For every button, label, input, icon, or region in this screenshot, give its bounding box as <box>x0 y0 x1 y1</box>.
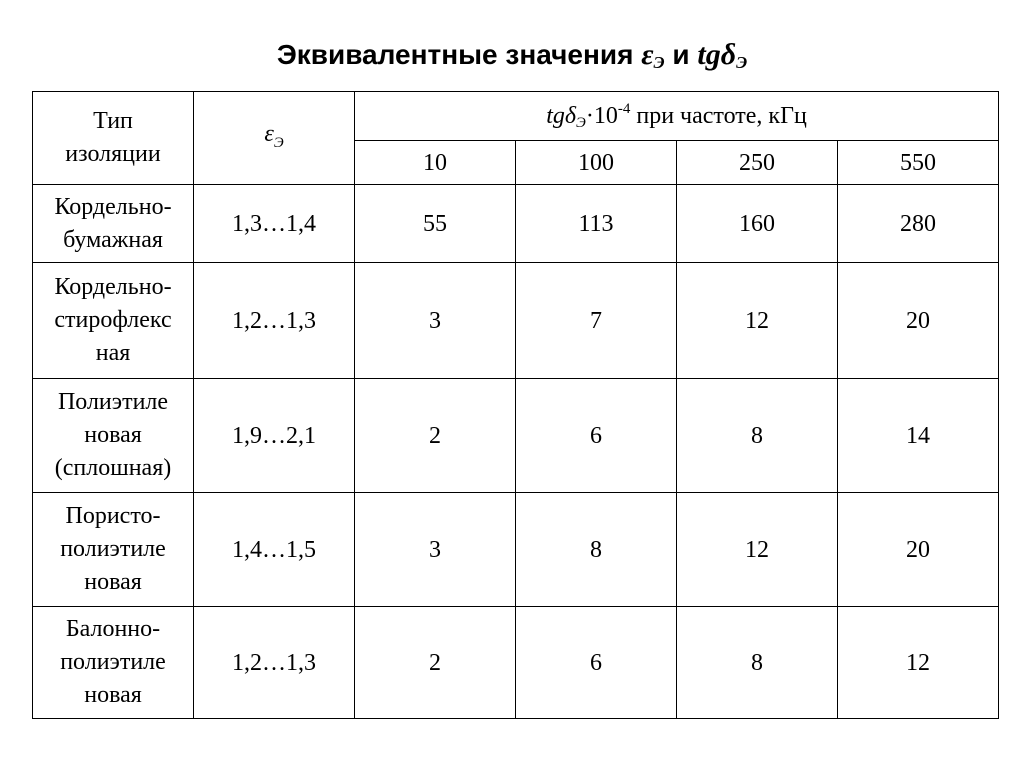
cell-tg-value: 8 <box>677 379 838 493</box>
table-row <box>33 379 999 493</box>
cell-tg-value: 6 <box>516 607 677 719</box>
cell-insulation-type: Балонно- полиэтиле новая <box>33 607 194 719</box>
cell-tg-value: 280 <box>838 185 999 263</box>
title-epsilon: $\varepsilon_Э$ <box>641 38 665 72</box>
title-text: Эквивалентные значения <box>276 39 634 70</box>
cell-insulation-type: Кордельно- бумажная <box>33 185 194 263</box>
cell-epsilon: 1,4…1,5 <box>194 493 355 607</box>
cell-epsilon: 1,3…1,4 <box>194 185 355 263</box>
cell-tg-value: 14 <box>838 379 999 493</box>
title-tg: tgδ$_Э$ <box>697 38 748 72</box>
cell-insulation-type: Пористо- полиэтиле новая <box>33 493 194 607</box>
cell-tg-value: 2 <box>355 379 516 493</box>
table-row <box>33 263 999 379</box>
cell-tg-value: 12 <box>838 607 999 719</box>
cell-epsilon: 1,9…2,1 <box>194 379 355 493</box>
insulation-table <box>32 91 999 719</box>
cell-tg-value: 12 <box>677 263 838 379</box>
page-title <box>0 38 1024 73</box>
cell-tg-value: 20 <box>838 493 999 607</box>
table-row <box>33 493 999 607</box>
header-tg-frequency: $tg\delta_Э\cdot 10^{-4}$ при частоте, кГц <box>355 92 999 141</box>
header-frequency: 250 <box>677 141 838 185</box>
header-epsilon: $\varepsilon_Э$ <box>194 92 355 185</box>
table-row <box>33 607 999 719</box>
cell-tg-value: 8 <box>677 607 838 719</box>
cell-tg-value: 7 <box>516 263 677 379</box>
cell-tg-value: 20 <box>838 263 999 379</box>
title-and: и <box>672 39 690 70</box>
cell-tg-value: 6 <box>516 379 677 493</box>
cell-tg-value: 3 <box>355 263 516 379</box>
header-frequency: 10 <box>355 141 516 185</box>
cell-tg-value: 55 <box>355 185 516 263</box>
cell-tg-value: 160 <box>677 185 838 263</box>
cell-epsilon: 1,2…1,3 <box>194 607 355 719</box>
header-frequency: 100 <box>516 141 677 185</box>
table-row <box>33 185 999 263</box>
cell-tg-value: 113 <box>516 185 677 263</box>
cell-epsilon: 1,2…1,3 <box>194 263 355 379</box>
cell-insulation-type: Кордельно- стирофлекс ная <box>33 263 194 379</box>
cell-insulation-type: Полиэтиле новая (сплошная) <box>33 379 194 493</box>
cell-tg-value: 8 <box>516 493 677 607</box>
header-insulation-type: Тип изоляции <box>33 92 194 185</box>
cell-tg-value: 2 <box>355 607 516 719</box>
cell-tg-value: 3 <box>355 493 516 607</box>
cell-tg-value: 12 <box>677 493 838 607</box>
header-frequency: 550 <box>838 141 999 185</box>
